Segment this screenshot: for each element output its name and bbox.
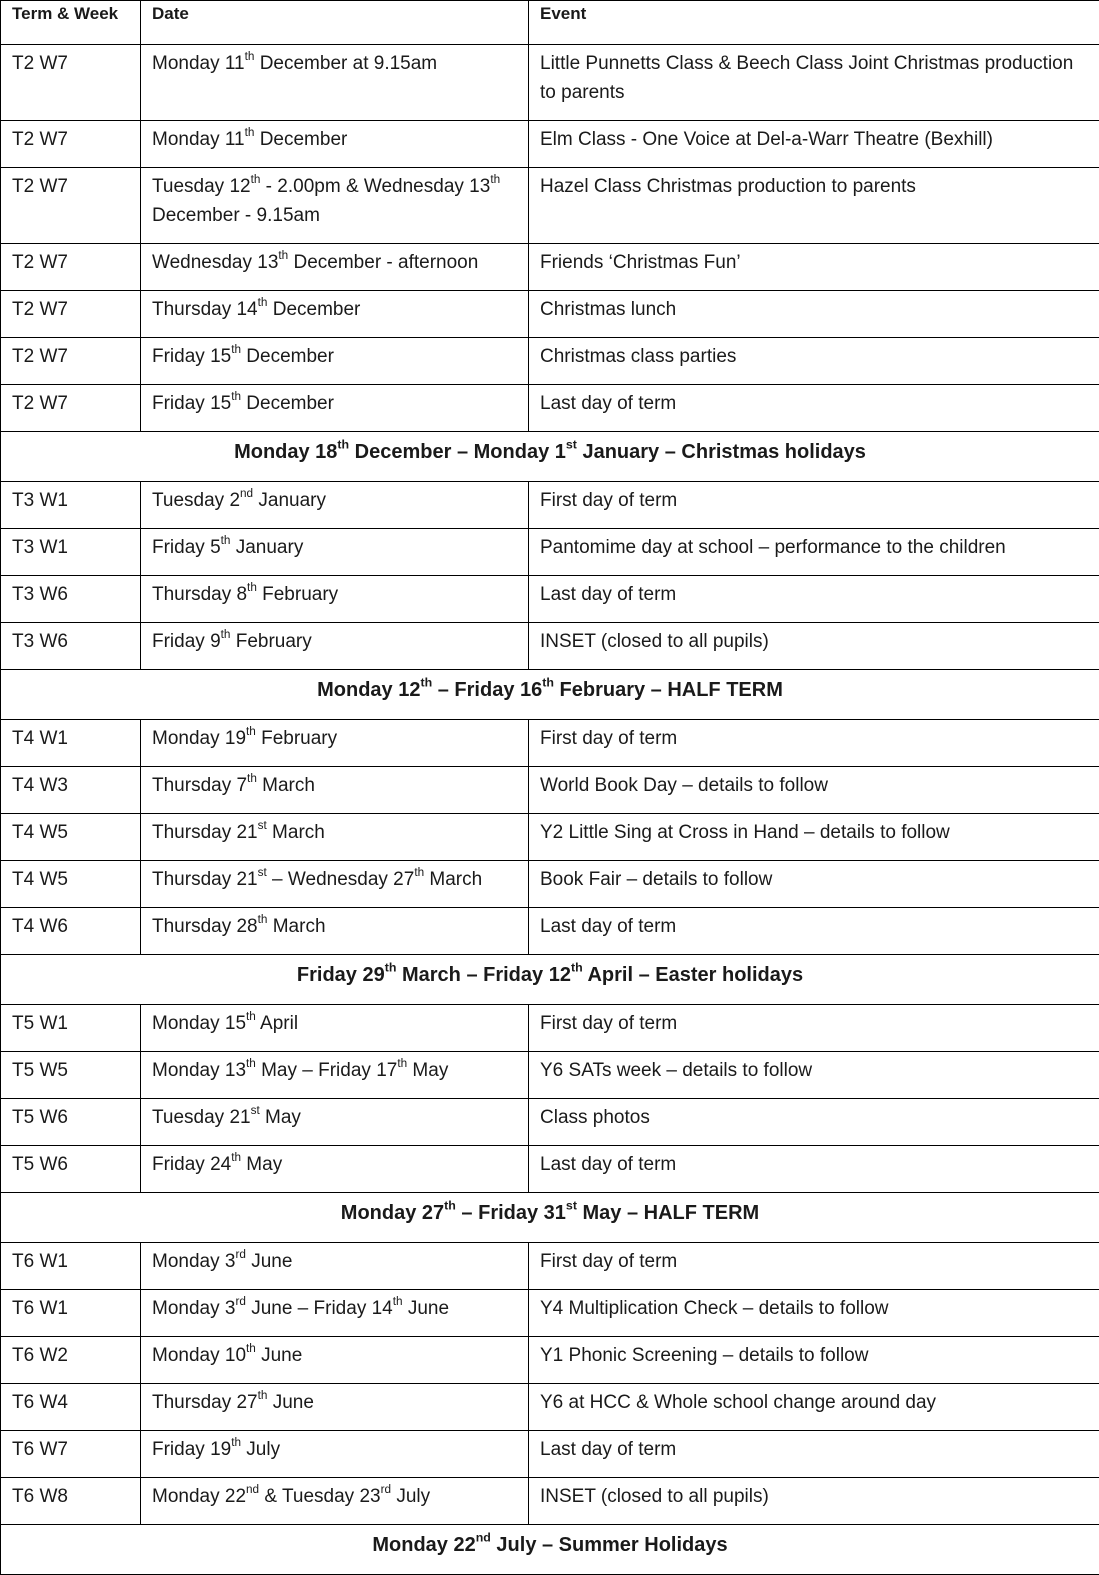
ordinal-suffix: th xyxy=(414,866,424,879)
term-week-cell: T3 W1 xyxy=(1,482,141,529)
event-cell: Book Fair – details to follow xyxy=(529,861,1099,908)
text-segment: March xyxy=(257,775,315,796)
event-cell: Last day of term xyxy=(529,908,1099,955)
ordinal-suffix: th xyxy=(246,725,256,738)
event-cell: Hazel Class Christmas production to parents xyxy=(529,168,1099,244)
ordinal-suffix: nd xyxy=(246,1483,259,1496)
text-segment: March – Friday 12 xyxy=(396,964,571,986)
text-segment: Tuesday 2 xyxy=(152,490,240,511)
event-cell: Y6 at HCC & Whole school change around day xyxy=(529,1384,1099,1431)
text-segment: - 2.00pm & Wednesday 13 xyxy=(260,176,490,197)
ordinal-suffix: rd xyxy=(235,1295,245,1308)
table-row xyxy=(1,1290,1099,1337)
term-week-cell: T2 W7 xyxy=(1,244,141,291)
text-segment: Thursday 14 xyxy=(152,299,258,320)
event-cell: INSET (closed to all pupils) xyxy=(529,1478,1099,1525)
holiday-separator-row xyxy=(1,1525,1099,1575)
date-cell xyxy=(141,623,529,670)
text-segment: March xyxy=(267,916,325,937)
event-cell: First day of term xyxy=(529,1005,1099,1052)
term-week-cell: T4 W5 xyxy=(1,861,141,908)
date-cell xyxy=(141,1005,529,1052)
ordinal-suffix: rd xyxy=(235,1248,245,1261)
event-cell: Christmas class parties xyxy=(529,338,1099,385)
table-row xyxy=(1,168,1099,244)
ordinal-suffix: th xyxy=(337,438,349,452)
date-cell xyxy=(141,482,529,529)
ordinal-suffix: nd xyxy=(240,487,253,500)
event-cell: Elm Class - One Voice at Del-a-Warr Theatre (Bexhill) xyxy=(529,121,1099,168)
text-segment: May – HALF TERM xyxy=(577,1202,759,1224)
header-term-week: Term & Week xyxy=(1,1,141,45)
text-segment: June xyxy=(267,1392,313,1413)
text-segment: May xyxy=(260,1107,301,1128)
text-segment: – Friday 31 xyxy=(456,1202,566,1224)
event-cell: Y1 Phonic Screening – details to follow xyxy=(529,1337,1099,1384)
table-row xyxy=(1,338,1099,385)
ordinal-suffix: th xyxy=(420,676,432,690)
text-segment: & Tuesday 23 xyxy=(259,1486,380,1507)
table-row xyxy=(1,121,1099,168)
date-cell xyxy=(141,576,529,623)
holiday-period xyxy=(1,670,1099,720)
ordinal-suffix: st xyxy=(566,438,577,452)
date-cell xyxy=(141,244,529,291)
ordinal-suffix: th xyxy=(231,1151,241,1164)
event-cell: Last day of term xyxy=(529,385,1099,432)
date-cell xyxy=(141,529,529,576)
text-segment: February xyxy=(257,584,338,605)
date-cell xyxy=(141,385,529,432)
date-cell xyxy=(141,1052,529,1099)
text-segment: Thursday 8 xyxy=(152,584,247,605)
term-week-cell: T2 W7 xyxy=(1,385,141,432)
table-row xyxy=(1,908,1099,955)
event-cell: Last day of term xyxy=(529,576,1099,623)
term-week-cell: T5 W1 xyxy=(1,1005,141,1052)
text-segment: June xyxy=(246,1251,292,1272)
term-week-cell: T5 W5 xyxy=(1,1052,141,1099)
date-cell xyxy=(141,814,529,861)
text-segment: February xyxy=(256,728,337,749)
text-segment: Monday 11 xyxy=(152,129,245,150)
table-row xyxy=(1,623,1099,670)
table-row xyxy=(1,1384,1099,1431)
text-segment: Thursday 27 xyxy=(152,1392,258,1413)
ordinal-suffix: th xyxy=(247,772,257,785)
text-segment: Monday 13 xyxy=(152,1060,246,1081)
event-cell: First day of term xyxy=(529,482,1099,529)
table-row xyxy=(1,767,1099,814)
ordinal-suffix: st xyxy=(258,866,267,879)
ordinal-suffix: nd xyxy=(476,1531,491,1545)
text-segment: April xyxy=(256,1013,298,1034)
term-week-cell: T6 W7 xyxy=(1,1431,141,1478)
text-segment: December xyxy=(241,346,334,367)
ordinal-suffix: th xyxy=(444,1199,456,1213)
term-week-cell: T4 W1 xyxy=(1,720,141,767)
date-cell xyxy=(141,291,529,338)
text-segment: Thursday 21 xyxy=(152,869,258,890)
ordinal-suffix: th xyxy=(246,1010,256,1023)
text-segment: July xyxy=(391,1486,430,1507)
table-row xyxy=(1,1478,1099,1525)
ordinal-suffix: th xyxy=(247,581,257,594)
event-cell: Y4 Multiplication Check – details to follow xyxy=(529,1290,1099,1337)
text-segment: Monday 22 xyxy=(372,1534,475,1556)
date-cell xyxy=(141,1478,529,1525)
ordinal-suffix: rd xyxy=(381,1483,391,1496)
text-segment: December – Monday 1 xyxy=(349,441,566,463)
table-row xyxy=(1,1431,1099,1478)
date-cell xyxy=(141,1243,529,1290)
event-cell: World Book Day – details to follow xyxy=(529,767,1099,814)
text-segment: July – Summer Holidays xyxy=(491,1534,728,1556)
header-row xyxy=(1,1,1099,45)
date-cell xyxy=(141,1337,529,1384)
table-row xyxy=(1,45,1099,121)
term-week-cell: T4 W5 xyxy=(1,814,141,861)
text-segment: Monday 19 xyxy=(152,728,246,749)
date-cell xyxy=(141,338,529,385)
text-segment: Monday 10 xyxy=(152,1345,246,1366)
date-cell xyxy=(141,861,529,908)
text-segment: Monday 11 xyxy=(152,53,245,74)
event-cell: Friends ‘Christmas Fun’ xyxy=(529,244,1099,291)
text-segment: May xyxy=(241,1154,282,1175)
term-week-cell: T6 W1 xyxy=(1,1243,141,1290)
ordinal-suffix: th xyxy=(221,628,231,641)
term-week-cell: T5 W6 xyxy=(1,1146,141,1193)
text-segment: – Wednesday 27 xyxy=(267,869,415,890)
holiday-period xyxy=(1,955,1099,1005)
date-cell xyxy=(141,908,529,955)
ordinal-suffix: th xyxy=(251,173,261,186)
text-segment: December xyxy=(241,393,334,414)
ordinal-suffix: st xyxy=(566,1199,577,1213)
term-week-cell: T4 W6 xyxy=(1,908,141,955)
text-segment: Monday 27 xyxy=(341,1202,444,1224)
ordinal-suffix: th xyxy=(231,390,241,403)
term-week-cell: T6 W1 xyxy=(1,1290,141,1337)
text-segment: December xyxy=(254,129,347,150)
text-segment: January xyxy=(230,537,303,558)
event-cell: First day of term xyxy=(529,720,1099,767)
text-segment: February – HALF TERM xyxy=(554,679,783,701)
text-segment: February xyxy=(230,631,311,652)
holiday-separator-row xyxy=(1,432,1099,482)
ordinal-suffix: th xyxy=(246,1057,256,1070)
event-cell: Pantomime day at school – performance to the children xyxy=(529,529,1099,576)
table-row xyxy=(1,814,1099,861)
text-segment: Thursday 21 xyxy=(152,822,258,843)
ordinal-suffix: th xyxy=(397,1057,407,1070)
ordinal-suffix: st xyxy=(251,1104,260,1117)
event-cell: INSET (closed to all pupils) xyxy=(529,623,1099,670)
date-cell xyxy=(141,720,529,767)
text-segment: Monday 15 xyxy=(152,1013,246,1034)
text-segment: Friday 15 xyxy=(152,346,231,367)
table-row xyxy=(1,1243,1099,1290)
term-week-cell: T3 W6 xyxy=(1,576,141,623)
event-cell: First day of term xyxy=(529,1243,1099,1290)
table-row xyxy=(1,291,1099,338)
text-segment: Tuesday 21 xyxy=(152,1107,251,1128)
text-segment: Wednesday 13 xyxy=(152,252,278,273)
ordinal-suffix: th xyxy=(245,50,255,63)
table-row xyxy=(1,576,1099,623)
event-cell: Class photos xyxy=(529,1099,1099,1146)
event-cell: Little Punnetts Class & Beech Class Joint Christmas production to parents xyxy=(529,45,1099,121)
date-cell xyxy=(141,45,529,121)
term-week-cell: T2 W7 xyxy=(1,291,141,338)
term-week-cell: T4 W3 xyxy=(1,767,141,814)
event-cell: Last day of term xyxy=(529,1431,1099,1478)
header-date: Date xyxy=(141,1,529,45)
term-week-cell: T6 W4 xyxy=(1,1384,141,1431)
text-segment: Monday 12 xyxy=(317,679,420,701)
term-week-cell: T5 W6 xyxy=(1,1099,141,1146)
ordinal-suffix: st xyxy=(258,819,267,832)
text-segment: January – Christmas holidays xyxy=(577,441,866,463)
ordinal-suffix: th xyxy=(385,961,397,975)
term-week-cell: T2 W7 xyxy=(1,45,141,121)
date-cell xyxy=(141,1431,529,1478)
text-segment: December - 9.15am xyxy=(152,205,320,226)
table-row xyxy=(1,1005,1099,1052)
term-week-cell: T2 W7 xyxy=(1,168,141,244)
table-row xyxy=(1,861,1099,908)
table-row xyxy=(1,1052,1099,1099)
text-segment: May xyxy=(407,1060,448,1081)
term-week-cell: T3 W6 xyxy=(1,623,141,670)
term-week-cell: T2 W7 xyxy=(1,338,141,385)
term-week-cell: T6 W8 xyxy=(1,1478,141,1525)
ordinal-suffix: th xyxy=(245,126,255,139)
text-segment: Monday 3 xyxy=(152,1251,235,1272)
date-cell xyxy=(141,1099,529,1146)
date-cell xyxy=(141,1384,529,1431)
ordinal-suffix: th xyxy=(258,296,268,309)
text-segment: June xyxy=(403,1298,449,1319)
ordinal-suffix: th xyxy=(231,343,241,356)
ordinal-suffix: th xyxy=(221,534,231,547)
holiday-period xyxy=(1,1193,1099,1243)
text-segment: Thursday 7 xyxy=(152,775,247,796)
text-segment: Friday 19 xyxy=(152,1439,231,1460)
text-segment: Friday 15 xyxy=(152,393,231,414)
table-row xyxy=(1,1146,1099,1193)
event-cell: Y2 Little Sing at Cross in Hand – details to follow xyxy=(529,814,1099,861)
text-segment: Monday 22 xyxy=(152,1486,246,1507)
text-segment: Friday 24 xyxy=(152,1154,231,1175)
table-body xyxy=(1,1,1099,1575)
text-segment: Thursday 28 xyxy=(152,916,258,937)
holiday-separator-row xyxy=(1,955,1099,1005)
text-segment: June – Friday 14 xyxy=(246,1298,393,1319)
text-segment: Tuesday 12 xyxy=(152,176,251,197)
text-segment: March xyxy=(267,822,325,843)
text-segment: January xyxy=(253,490,326,511)
holiday-separator-row xyxy=(1,1193,1099,1243)
text-segment: May – Friday 17 xyxy=(256,1060,398,1081)
holiday-period xyxy=(1,432,1099,482)
text-segment: December at 9.15am xyxy=(254,53,437,74)
event-cell: Christmas lunch xyxy=(529,291,1099,338)
date-cell xyxy=(141,121,529,168)
text-segment: March xyxy=(424,869,482,890)
ordinal-suffix: th xyxy=(542,676,554,690)
date-cell xyxy=(141,1146,529,1193)
event-cell: Last day of term xyxy=(529,1146,1099,1193)
holiday-separator-row xyxy=(1,670,1099,720)
ordinal-suffix: th xyxy=(571,961,583,975)
text-segment: June xyxy=(256,1345,302,1366)
ordinal-suffix: th xyxy=(258,1389,268,1402)
table-row xyxy=(1,1337,1099,1384)
table-row xyxy=(1,529,1099,576)
term-week-cell: T3 W1 xyxy=(1,529,141,576)
ordinal-suffix: th xyxy=(393,1295,403,1308)
table-row xyxy=(1,482,1099,529)
text-segment: Monday 3 xyxy=(152,1298,235,1319)
text-segment: April – Easter holidays xyxy=(583,964,803,986)
text-segment: Friday 9 xyxy=(152,631,221,652)
table-row xyxy=(1,720,1099,767)
text-segment: Friday 29 xyxy=(297,964,385,986)
holiday-period xyxy=(1,1525,1099,1575)
ordinal-suffix: th xyxy=(246,1342,256,1355)
term-week-cell: T2 W7 xyxy=(1,121,141,168)
text-segment: Friday 5 xyxy=(152,537,221,558)
ordinal-suffix: th xyxy=(258,913,268,926)
ordinal-suffix: th xyxy=(490,173,500,186)
date-cell xyxy=(141,1290,529,1337)
term-week-cell: T6 W2 xyxy=(1,1337,141,1384)
header-event: Event xyxy=(529,1,1099,45)
text-segment: December xyxy=(267,299,360,320)
date-cell xyxy=(141,767,529,814)
table-row xyxy=(1,244,1099,291)
text-segment: July xyxy=(241,1439,280,1460)
table-row xyxy=(1,385,1099,432)
text-segment: – Friday 16 xyxy=(432,679,542,701)
table-row xyxy=(1,1099,1099,1146)
date-cell xyxy=(141,168,529,244)
event-cell: Y6 SATs week – details to follow xyxy=(529,1052,1099,1099)
ordinal-suffix: th xyxy=(278,249,288,262)
ordinal-suffix: th xyxy=(231,1436,241,1449)
text-segment: Monday 18 xyxy=(234,441,337,463)
text-segment: December - afternoon xyxy=(288,252,478,273)
